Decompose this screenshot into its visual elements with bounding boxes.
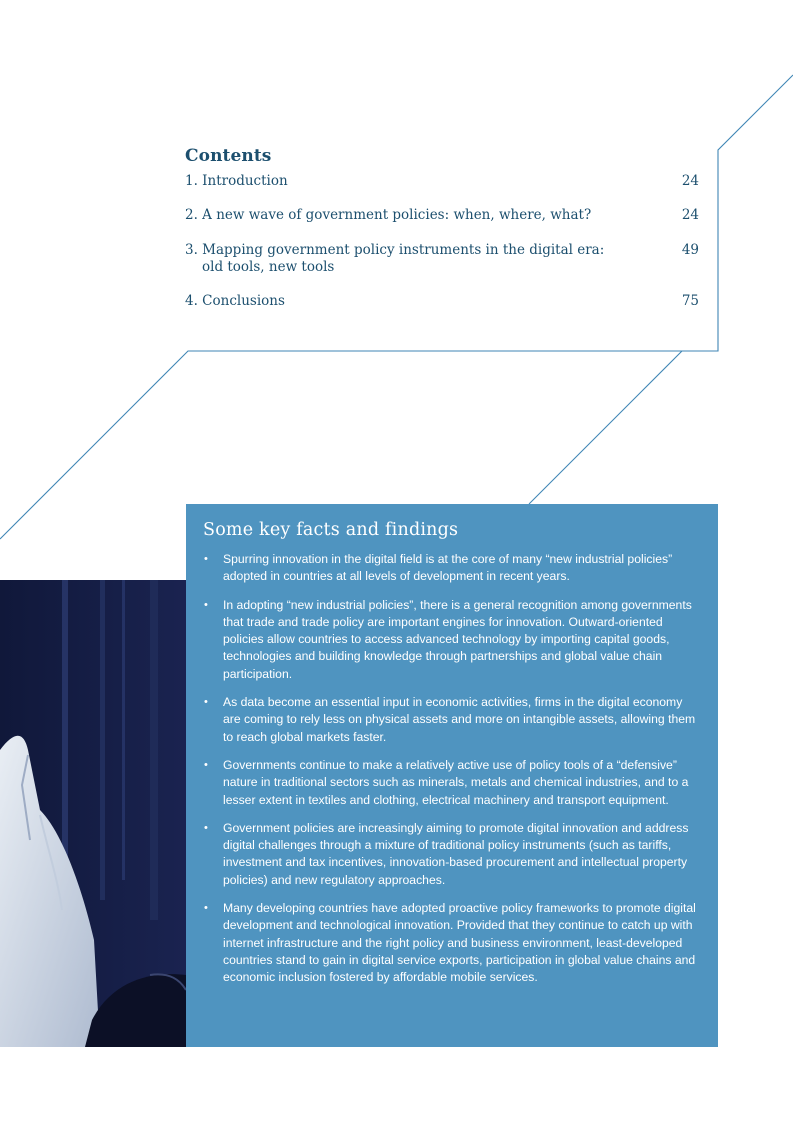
list-item-text: Governments continue to make a relatively active use of policy tools of a “defensive” nature in traditional sectors such as minerals, metals and chemical industries, and to a lesser extent in textiles and clothing, electrical machinery and transport equipment.: [223, 757, 689, 807]
toc-item-page: 75: [681, 293, 699, 309]
contents-title: Contents: [185, 146, 272, 166]
toc-item-page: 49: [681, 242, 699, 258]
list-item-text: As data become an essential input in economic activities, firms in the digital economy are coming to rely less on physical assets and more on intangible assets, allowing them to reach global markets faster.: [223, 695, 696, 744]
key-facts-panel: [186, 504, 718, 1047]
toc-item-new-wave[interactable]: [185, 207, 699, 224]
list-item: [203, 900, 700, 986]
cover-photo: [0, 580, 186, 1047]
toc-item-introduction[interactable]: [185, 173, 699, 190]
table-of-contents: [185, 146, 699, 310]
list-item: [203, 757, 700, 809]
toc-item-label: 3. Mapping government policy instruments in the digital era: old tools, new tools: [185, 242, 605, 275]
list-item: [203, 551, 700, 586]
bullet: •: [204, 902, 208, 915]
toc-item-page: 24: [681, 207, 699, 223]
toc-item-label: 4. Conclusions: [185, 293, 285, 309]
toc-item-conclusions[interactable]: [185, 293, 699, 310]
list-item-text: Government policies are increasingly aiming to promote digital innovation and address digital challenges through a mixture of traditional policy instruments (such as tariffs, investment and tax incentives, innovation-based procurement and intellectual property policies) and new regulatory approaches.: [223, 820, 689, 887]
list-item-text: Many developing countries have adopted proactive policy frameworks to promote digital development and technological innovation. Provided that they continue to catch up with internet infrastructure and the right policy and business environment, least-developed countries stand to gain in digital service exports, participation in global value chains and economic inclusion fostered by affordable mobile services.: [223, 901, 696, 985]
toc-item-label: 1. Introduction: [185, 173, 288, 189]
toc-item-mapping[interactable]: [185, 242, 699, 276]
list-item-text: Spurring innovation in the digital field is at the core of many “new industrial policies” adopted in countries at all levels of development in recent years.: [223, 552, 673, 584]
toc-item-label: 2. A new wave of government policies: when, where, what?: [185, 207, 592, 223]
key-facts-title: Some key facts and findings: [203, 520, 459, 540]
diagonal-line: [529, 351, 682, 504]
toc-item-page: 24: [681, 173, 699, 189]
list-item-text: In adopting “new industrial policies”, there is a general recognition among governments that trade and trade policy are important engines for innovation. Outward-oriented policies allow countries to access advanced technology by importing capital goods, technologies and building knowledge through partnerships and global value chain participation.: [223, 597, 692, 681]
bullet: •: [204, 758, 208, 771]
list-item: [203, 820, 700, 889]
bullet: •: [204, 696, 208, 709]
bullet: •: [204, 821, 208, 834]
list-item: [203, 694, 700, 746]
list-item: [203, 597, 700, 683]
key-facts-list: [203, 551, 700, 987]
bullet: •: [204, 553, 208, 565]
bullet: •: [204, 598, 208, 611]
